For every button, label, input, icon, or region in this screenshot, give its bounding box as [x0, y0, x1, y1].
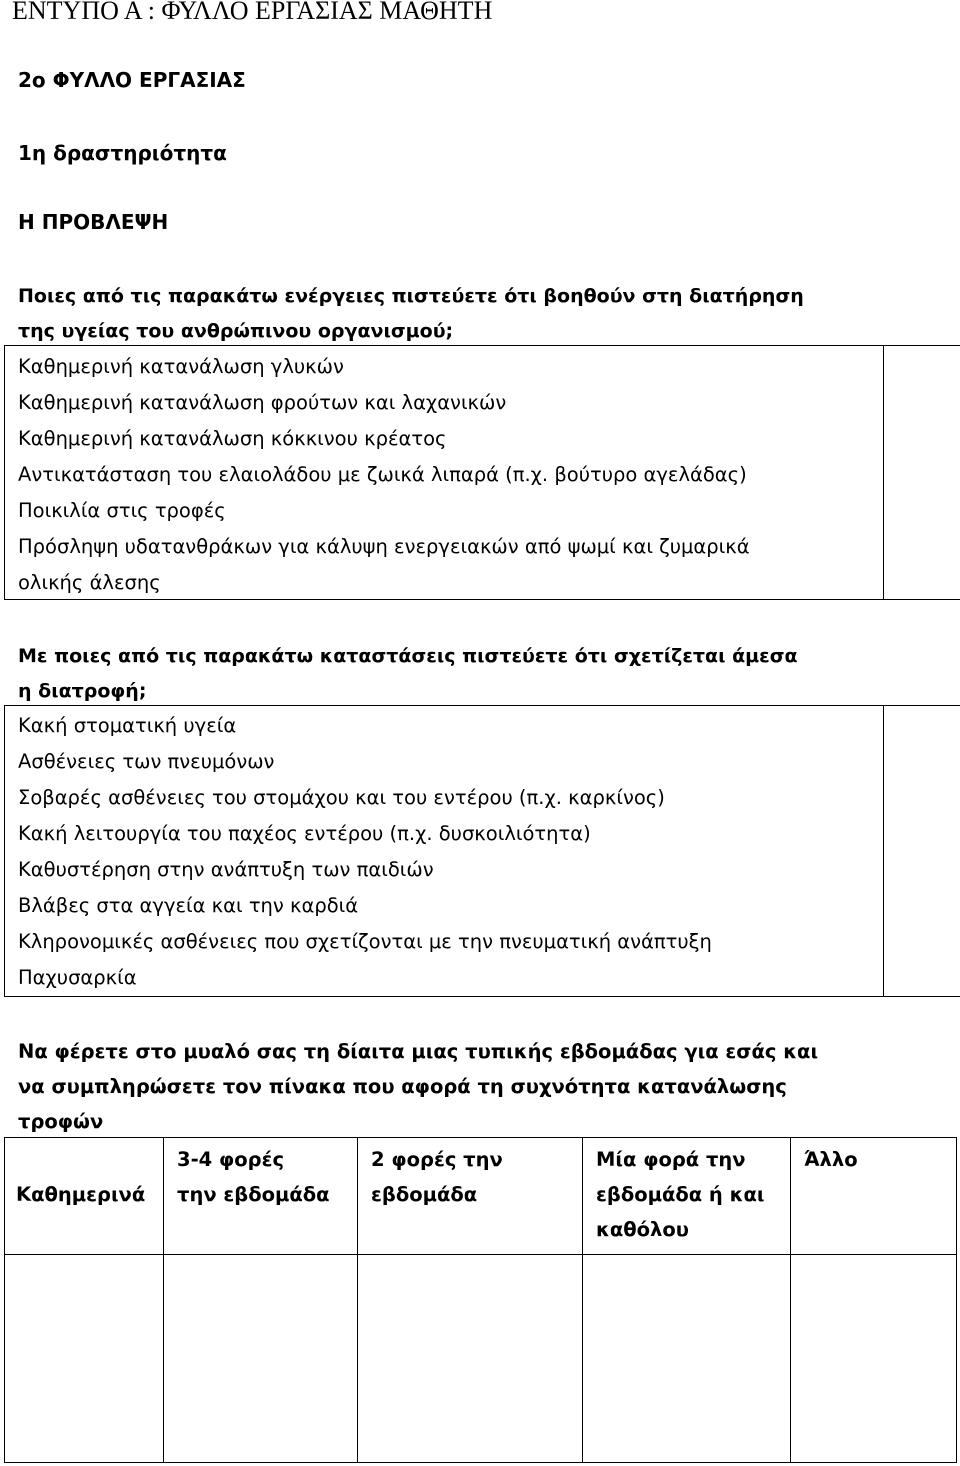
q2-line2: η διατροφή; — [18, 680, 147, 702]
q2-answer-box — [4, 705, 960, 997]
table-header-3-4-times-l1: 3-4 φορές — [177, 1148, 285, 1171]
q3-line2: να συμπληρώσετε τον πίνακα που αφορά τη συχνότητα κατανάλωσης — [18, 1075, 787, 1098]
q2-line1: Με ποιες από τις παρακάτω καταστάσεις πιστεύετε ότι σχετίζεται άμεσα — [18, 645, 798, 667]
q1-item: Αντικατάσταση του ελαιολάδου με ζωικά λιπαρά (π.χ. βούτυρο αγελάδας) — [18, 463, 747, 486]
table-header-daily: Καθημερινά — [16, 1183, 146, 1206]
table-header-once-l1: Μία φορά την — [596, 1148, 746, 1171]
q2-item: Ασθένειες των πνευμόνων — [18, 750, 275, 773]
q3-line1: Να φέρετε στο μυαλό σας τη δίαιτα μιας τυπικής εβδομάδας για εσάς και — [18, 1040, 819, 1063]
q1-item: Πρόσληψη υδατανθράκων για κάλυψη ενεργειακών από ψωμί και ζυμαρικά — [18, 535, 750, 558]
q1-item: ολικής άλεσης — [18, 571, 161, 594]
q2-item: Κληρονομικές ασθένειες που σχετίζονται με την πνευματική ανάπτυξη — [18, 930, 712, 953]
table-header-3-4-times-l2: την εβδομάδα — [177, 1183, 330, 1206]
q2-item: Κακή λειτουργία του παχέος εντέρου (π.χ. δυσκοιλιότητα) — [18, 822, 591, 845]
section-title: Η ΠΡΟΒΛΕΨΗ — [18, 210, 169, 234]
table-header-2-times-l2: εβδομάδα — [371, 1183, 478, 1206]
q1-item: Καθημερινή κατανάλωση φρούτων και λαχανικών — [18, 391, 507, 414]
q2-item: Παχυσαρκία — [18, 966, 137, 989]
q1-item: Καθημερινή κατανάλωση κόκκινου κρέατος — [18, 427, 447, 450]
q3-line3: τροφών — [18, 1110, 104, 1133]
table-col-divider — [163, 1137, 164, 1463]
table-col-divider — [582, 1137, 583, 1463]
frequency-table — [4, 1137, 957, 1463]
table-col-divider — [357, 1137, 358, 1463]
q1-item: Ποικιλία στις τροφές — [18, 499, 226, 522]
worksheet-title: 2ο ΦΥΛΛΟ ΕΡΓΑΣΙΑΣ — [18, 68, 246, 92]
activity-title: 1η δραστηριότητα — [18, 141, 227, 165]
q2-item: Καθυστέρηση στην ανάπτυξη των παιδιών — [18, 858, 434, 881]
q2-item: Βλάβες στα αγγεία και την καρδιά — [18, 894, 359, 917]
table-col-divider — [790, 1137, 791, 1463]
table-header-once-l2: εβδομάδα ή και — [596, 1183, 765, 1206]
table-header-2-times-l1: 2 φορές την — [371, 1148, 503, 1171]
q1-item: Καθημερινή κατανάλωση γλυκών — [18, 355, 344, 378]
q1-line1: Ποιες από τις παρακάτω ενέργειες πιστεύετε ότι βοηθούν στη διατήρηση — [18, 285, 804, 307]
q2-item: Κακή στοματική υγεία — [18, 714, 237, 737]
table-header-divider — [4, 1254, 957, 1255]
q2-check-column — [883, 705, 884, 997]
table-header-other: Άλλο — [804, 1148, 858, 1171]
page-title: ΕΝΤΥΠΟ Α : ΦΥΛΛΟ ΕΡΓΑΣΙΑΣ ΜΑΘΗΤΗ — [12, 0, 493, 25]
table-header-once-l3: καθόλου — [596, 1218, 689, 1241]
q2-item: Σοβαρές ασθένειες του στομάχου και του εντέρου (π.χ. καρκίνος) — [18, 786, 665, 809]
q1-check-column — [883, 345, 884, 600]
q1-line2: της υγείας του ανθρώπινου οργανισμού; — [18, 320, 454, 342]
